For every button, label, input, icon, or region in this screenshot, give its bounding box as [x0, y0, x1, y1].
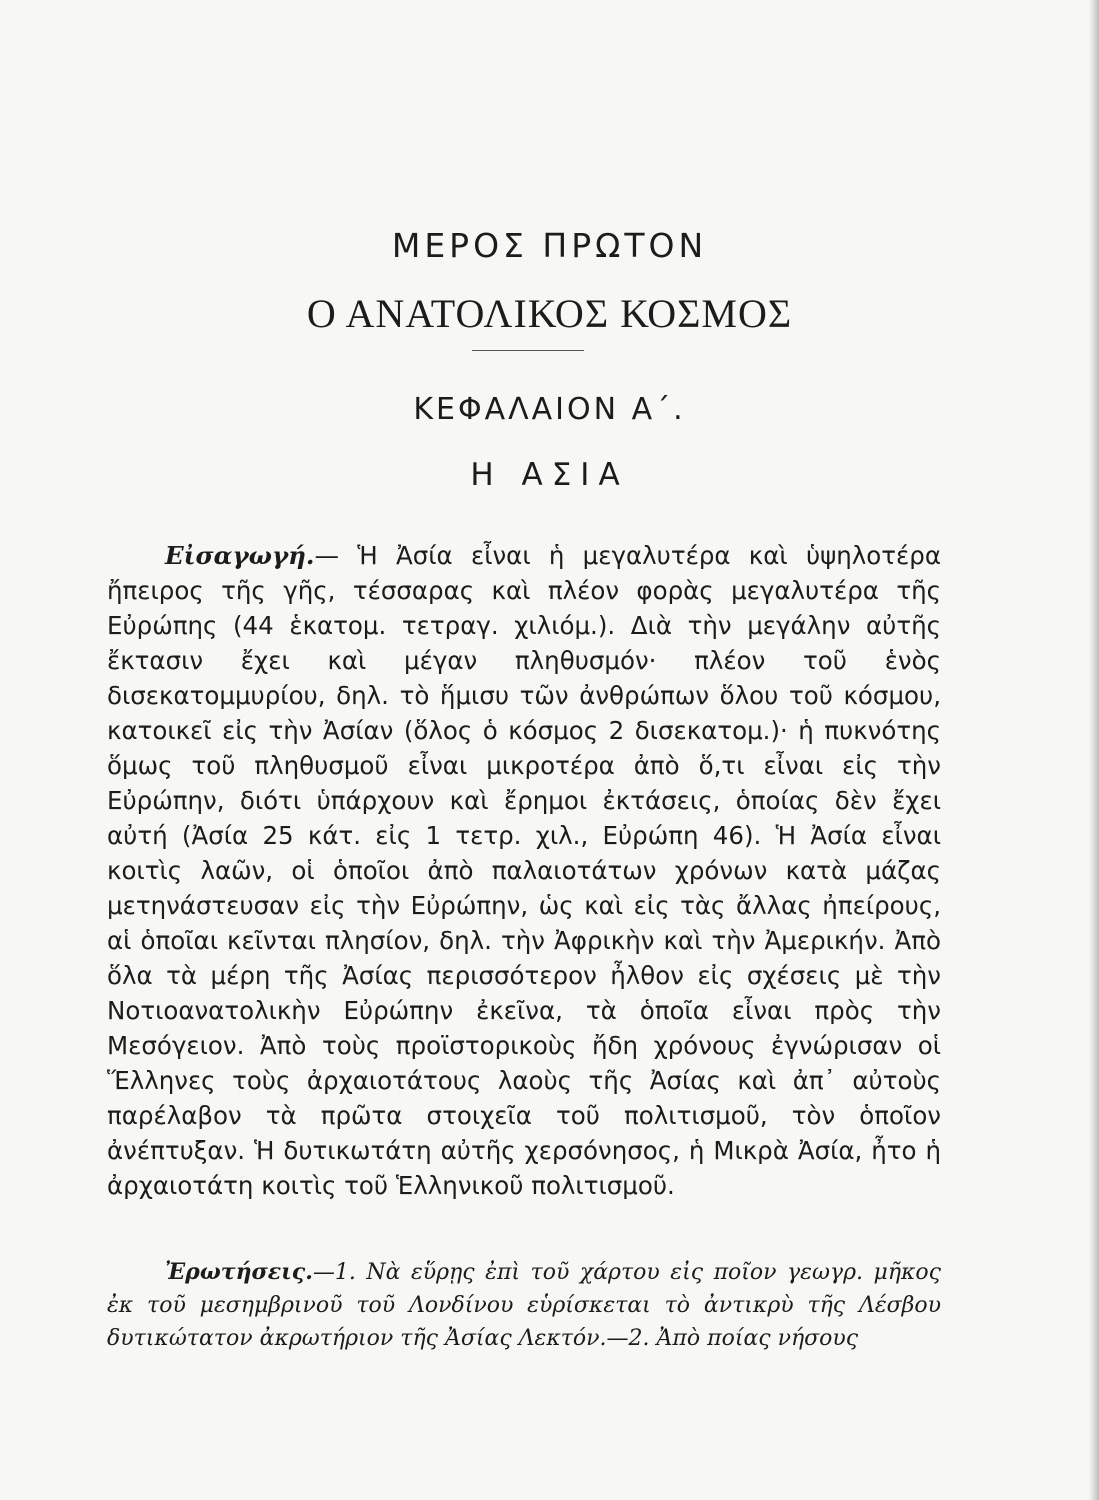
title-divider [472, 350, 584, 351]
questions-paragraph [107, 1256, 941, 1355]
introduction-text: — Ἡ Ἀσία εἶναι ἡ μεγαλυτέρα καὶ ὑψηλοτέρα ἤπειρος τῆς γῆς, τέσσαρας καὶ πλέον φορὰς μεγαλυτέρα τῆς Εὐρώπης (44 ἑκατομ. τετραγ. χιλιόμ.). Διὰ τὴν μεγάλην αὐτῆς ἔκτασιν ἔχει καὶ μέγαν πληθυσμόν· πλέον τοῦ ἑνὸς δισεκατομμυρίου, δηλ. τὸ ἥμισυ τῶν ἀνθρώπων ὅλου τοῦ κόσμου, κατοικεῖ εἰς τὴν Ἀσίαν (ὅλος ὁ κόσμος 2 δισεκατομ.)· ἡ πυκνότης ὅμως τοῦ πληθυσμοῦ εἶναι μικροτέρα ἀπὸ ὅ,τι εἶναι εἰς τὴν Εὐρώπην, διότι ὑπάρχουν καὶ ἔρημοι ἐκτάσεις, ὁποίας δὲν ἔχει αὐτή (Ἀσία 25 κάτ. εἰς 1 τετρ. χιλ., Εὐρώπη 46). Ἡ Ἀσία εἶναι κοιτὶς λαῶν, οἱ ὁποῖοι ἀπὸ παλαιοτάτων χρόνων κατὰ μάζας μετηνάστευσαν εἰς τὴν Εὐρώπην, ὡς καὶ εἰς τὰς ἄλλας ἠπείρους, αἱ ὁποῖαι κεῖνται πλησίον, δηλ. τὴν Ἀφρικὴν καὶ τὴν Ἀμερικήν. Ἀπὸ ὅλα τὰ μέρη τῆς Ἀσίας περισσότερον ἦλθον εἰς σχέσεις μὲ τὴν Νοτιοανατολικὴν Εὐρώπην ἐκεῖνα, τὰ ὁποῖα εἶναι πρὸς τὴν Μεσόγειον. Ἀπὸ τοὺς προϊστορικοὺς ἤδη χρόνους ἐγνώρισαν οἱ Ἕλληνες τοὺς ἀρχαιοτάτους λαοὺς τῆς Ἀσίας καὶ ἀπ᾽ αὐτοὺς παρέλαβον τὰ πρῶτα στοιχεῖα τοῦ πολιτισμοῦ, τὸν ὁποῖον ἀνέπτυξαν. Ἡ δυτικωτάτη αὐτῆς χερσόνησος, ἡ Μικρὰ Ἀσία, ἦτο ἡ ἀρχαιοτάτη κοιτὶς τοῦ Ἑλληνικοῦ πολιτισμοῦ. [107, 541, 941, 1200]
questions-text: —1. Νὰ εὕρῃς ἐπὶ τοῦ χάρτου εἰς ποῖον γεωγρ. μῆκος ἐκ τοῦ μεσημβρινοῦ τοῦ Λονδίνου εὑρίσκεται τὸ ἀντικρὺ τῆς Λέσβου δυτικώτατον ἀκρωτήριον τῆς Ἀσίας Λεκτόν.—2. Ἀπὸ ποίας νήσους [107, 1260, 941, 1351]
page-edge-shadow [1089, 0, 1099, 1500]
introduction-label: Εἰσαγωγή. [165, 541, 315, 570]
part-title: ΜΕΡΟΣ ΠΡΩΤΟΝ [391, 226, 708, 265]
questions-label: Ἐρωτήσεις. [165, 1259, 313, 1285]
subject-title: Η ΑΣΙΑ [470, 457, 629, 493]
introduction-paragraph [107, 538, 941, 1203]
main-title: Ο ΑΝΑΤΟΛΙΚΟΣ ΚΟΣΜΟΣ [306, 291, 793, 336]
chapter-title: ΚΕΦΑΛΑΙΟΝ Α΄. [413, 392, 686, 427]
